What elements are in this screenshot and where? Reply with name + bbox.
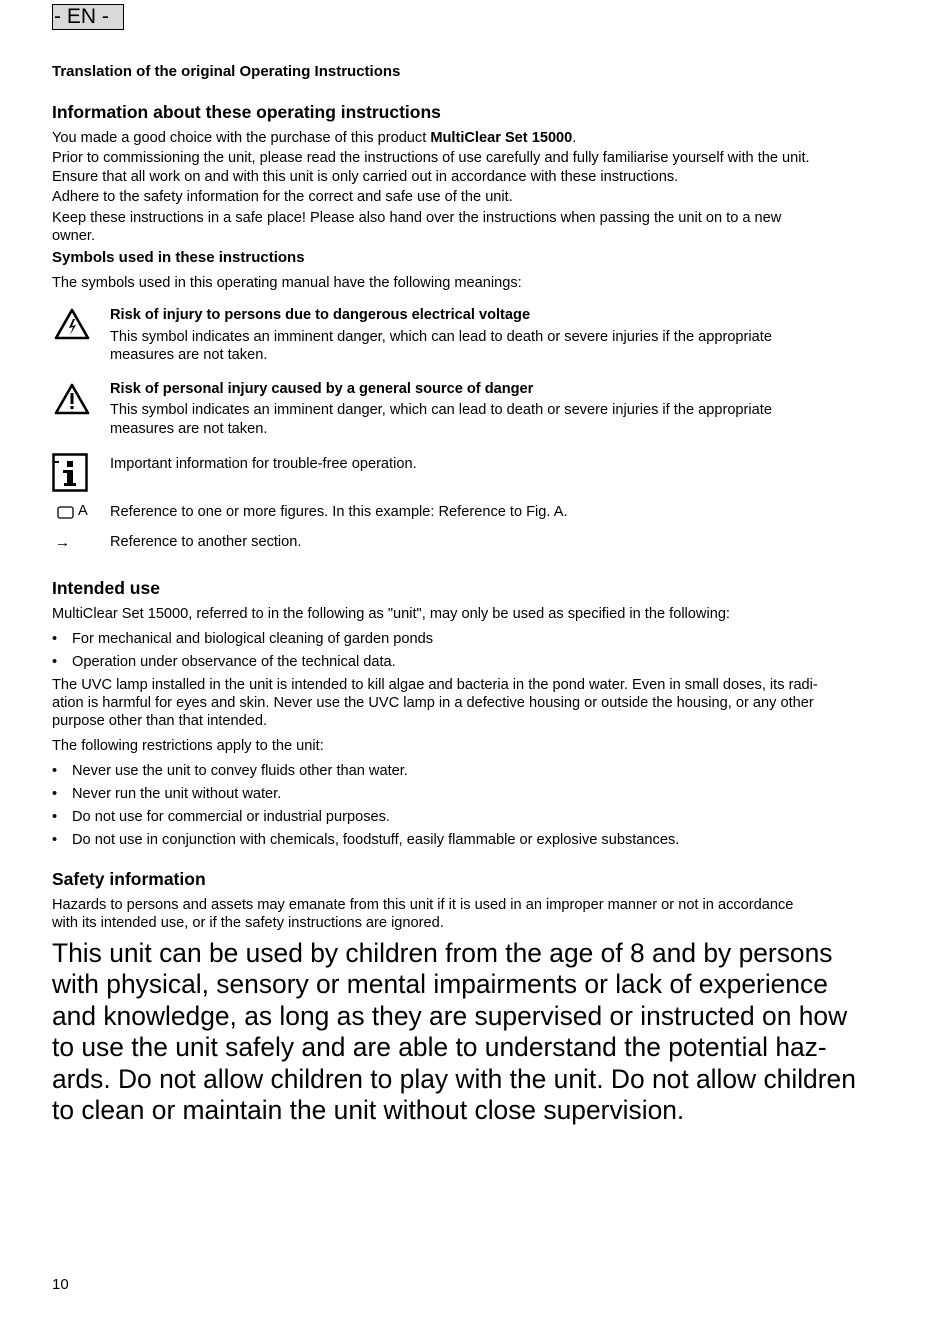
- uvc-paragraph-line-2: ation is harmful for eyes and skin. Never use the UVC lamp in a defective housing or outside the housing, or any other: [52, 695, 814, 711]
- language-tag: - EN -: [52, 4, 124, 30]
- section-reference-text: Reference to another section.: [110, 534, 302, 550]
- info-p1-prefix: You made a good choice with the purchase of this product: [52, 130, 431, 146]
- figure-reference-text: Reference to one or more figures. In this example: Reference to Fig. A.: [110, 504, 568, 520]
- information-text: Important information for trouble-free operation.: [110, 456, 417, 472]
- safety-paragraph-line-1: Hazards to persons and assets may emanate from this unit if it is used in an improper manner or not in accordance: [52, 897, 794, 913]
- intended-use-intro: MultiClear Set 15000, referred to in the following as "unit", may only be used as specified in the following:: [52, 606, 730, 622]
- safety-paragraph-line-2: with its intended use, or if the safety instructions are ignored.: [52, 915, 444, 931]
- page-number: 10: [52, 1276, 69, 1293]
- notice-line: to use the unit safely and are able to understand the potential haz-: [52, 1032, 827, 1063]
- bullet: •: [52, 631, 58, 647]
- bullet: •: [52, 786, 58, 802]
- list-item-text: For mechanical and biological cleaning of garden ponds: [72, 631, 434, 647]
- uvc-paragraph-line-1: The UVC lamp installed in the unit is intended to kill algae and bacteria in the pond water. Even in small doses, its radi-: [52, 677, 818, 693]
- bullet: •: [52, 832, 58, 848]
- list-item-text: Never run the unit without water.: [72, 786, 282, 802]
- notice-line: with physical, sensory or mental impairments or lack of experience: [52, 969, 828, 1000]
- uvc-paragraph-line-3: purpose other than that intended.: [52, 713, 268, 729]
- list-item: [52, 808, 892, 826]
- bullet: •: [52, 654, 58, 670]
- info-paragraph-3: Adhere to the safety information for the correct and safe use of the unit.: [52, 189, 513, 205]
- list-item-text: Do not use for commercial or industrial purposes.: [72, 809, 390, 825]
- notice-line: This unit can be used by children from the age of 8 and by persons: [52, 938, 833, 968]
- electrical-hazard-icon: [54, 308, 90, 340]
- notice-line: to clean or maintain the unit without close supervision.: [52, 1095, 685, 1126]
- electrical-hazard-title: Risk of injury to persons due to dangerous electrical voltage: [110, 307, 531, 323]
- list-item-text: Never use the unit to convey fluids other than water.: [72, 763, 408, 779]
- info-paragraph-4-line-2: owner.: [52, 228, 95, 244]
- info-p1-suffix: .: [572, 130, 577, 146]
- symbols-heading: Symbols used in these instructions: [52, 249, 305, 266]
- safety-heading: Safety information: [52, 869, 206, 889]
- electrical-hazard-text-line-2: measures are not taken.: [110, 347, 268, 363]
- figure-reference-letter: A: [78, 503, 88, 519]
- list-item-text: Operation under observance of the technical data.: [72, 654, 396, 670]
- info-heading: Information about these operating instructions: [52, 102, 441, 122]
- document-subtitle: Translation of the original Operating Instructions: [52, 63, 401, 80]
- product-name: MultiClear Set 15000: [430, 130, 573, 146]
- bullet: •: [52, 809, 58, 825]
- list-item-text: Do not use in conjunction with chemicals, foodstuff, easily flammable or explosive substances.: [72, 832, 680, 848]
- list-item: [52, 630, 892, 648]
- intended-use-heading: Intended use: [52, 578, 160, 598]
- list-item: [52, 785, 892, 803]
- list-item: [52, 831, 892, 849]
- list-item: [52, 762, 892, 780]
- info-paragraph-2-line-1: Prior to commissioning the unit, please read the instructions of use carefully and fully familiarise yourself with the unit.: [52, 150, 810, 166]
- information-icon: [52, 453, 88, 492]
- general-danger-text-line-1: This symbol indicates an imminent danger, which can lead to death or severe injuries if the appropriate: [110, 402, 772, 418]
- arrow-right-icon: →: [55, 534, 70, 551]
- info-paragraph-2-line-2: Ensure that all work on and with this unit is only carried out in accordance with these instructions.: [52, 169, 679, 185]
- general-danger-title: Risk of personal injury caused by a general source of danger: [110, 381, 534, 397]
- list-item: [52, 653, 892, 671]
- restrictions-intro: The following restrictions apply to the unit:: [52, 738, 324, 754]
- electrical-hazard-text-line-1: This symbol indicates an imminent danger, which can lead to death or severe injuries if the appropriate: [110, 329, 772, 345]
- figure-reference-icon: [57, 506, 74, 519]
- children-safety-notice: [52, 938, 902, 1126]
- symbols-intro: The symbols used in this operating manual have the following meanings:: [52, 275, 522, 291]
- warning-icon: [54, 383, 90, 415]
- info-paragraph-4-line-1: Keep these instructions in a safe place! Please also hand over the instructions when passing the unit on to a new: [52, 210, 782, 226]
- info-paragraph-1: [52, 129, 892, 148]
- notice-line: ards. Do not allow children to play with the unit. Do not allow children: [52, 1063, 856, 1094]
- general-danger-text-line-2: measures are not taken.: [110, 421, 268, 437]
- bullet: •: [52, 763, 58, 779]
- notice-line: and knowledge, as long as they are supervised or instructed on how: [52, 1000, 848, 1031]
